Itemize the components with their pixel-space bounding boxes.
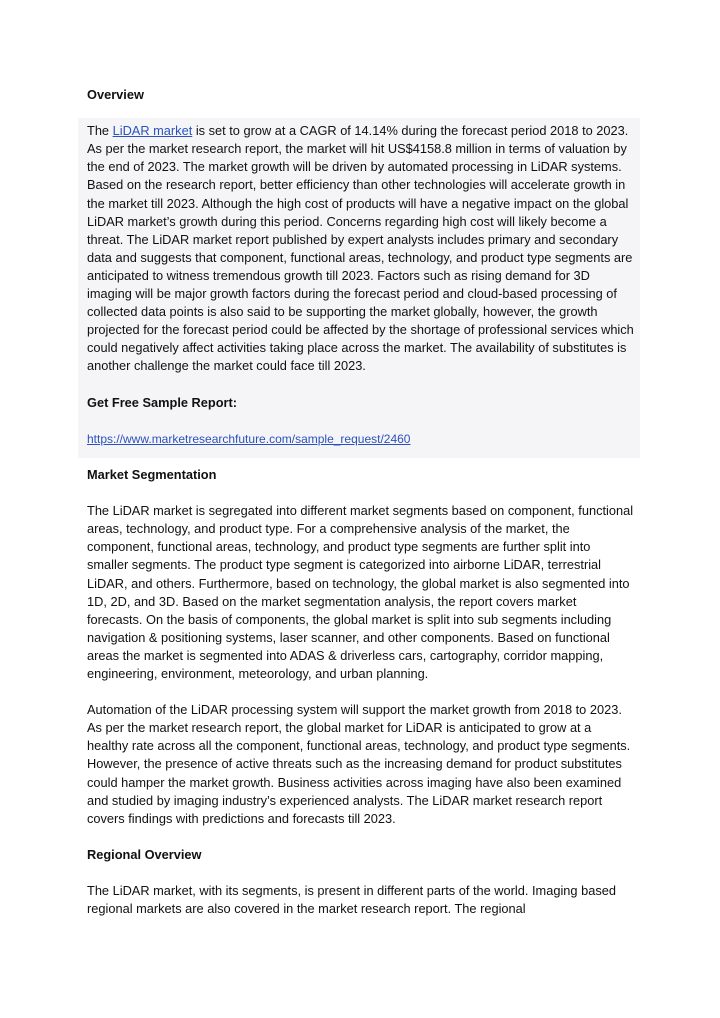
sample-report-heading: Get Free Sample Report:	[87, 394, 238, 410]
segmentation-heading: Market Segmentation	[87, 466, 217, 482]
overview-heading: Overview	[87, 87, 144, 102]
regional-paragraph: The LiDAR market, with its segments, is present in different parts of the world. Imaging based regional markets are also covered in the market research report. The regional	[87, 883, 616, 917]
document-body	[87, 86, 635, 918]
sample-report-link[interactable]: https://www.marketresearchfuture.com/sample_request/2460	[87, 431, 411, 446]
overview-intro-text: The	[87, 123, 113, 139]
regional-heading: Regional Overview	[87, 846, 202, 862]
overview-paragraph	[87, 122, 635, 375]
lidar-market-link[interactable]: LiDAR market	[112, 123, 193, 139]
segmentation-paragraph-1: The LiDAR market is segregated into different market segments based on component, functional areas, technology, and product type. For a comprehensive analysis of the market, the component, functional areas, technology, and product type segments are further split into smaller segments. The product type segment is categorized into airborne LiDAR, terrestrial LiDAR, and others. Furthermore, based on technology, the global market is also segmented into 1D, 2D, and 3D. Based on the market segmentation analysis, the report covers market forecasts. On the basis of components, the global market is split into sub segments including navigation & positioning systems, laser scanner, and other components. Based on functional areas the market is segmented into ADAS & driverless cars, cartography, corridor mapping, engineering, environment, meteorology, and urban planning.	[87, 503, 634, 681]
sample-report-url-line	[87, 430, 635, 448]
overview-body-text: is set to grow at a CAGR of 14.14% during the forecast period 2018 to 2023. As per the market research report, the market will hit US$4158.8 million in terms of valuation by the end of 2023. The market growth will be driven by automated processing in LiDAR systems. Based on the research report, better efficiency than other technologies will accelerate growth in the market till 2023. Although the high cost of products will have a negative impact on the global LiDAR market’s growth during this period. Concerns regarding high cost will likely become a threat. The LiDAR market report published by expert analysts includes primary and secondary data and suggests that component, functional areas, technology, and product type segments are anticipated to witness tremendous growth till 2023. Factors such as rising demand for 3D imaging will be major growth factors during the forecast period and cloud-based processing of collected data points is also said to be supporting the market globally, however, the growth projected for the forecast period could be affected by the shortage of professional services which could negatively affect activities taking place across the market. The availability of substitutes is another challenge the market could face till 2023.	[87, 123, 634, 374]
segmentation-paragraph-2: Automation of the LiDAR processing system will support the market growth from 2018 to 2023. As per the market research report, the global market for LiDAR is anticipated to grow at a healthy rate across all the component, functional areas, technology, and product type segments. However, the presence of active threats such as the increasing demand for product substitutes could hamper the market growth. Business activities across imaging have also been examined and studied by imaging industry’s experienced analysts. The LiDAR market research report covers findings with predictions and forecasts till 2023.	[87, 702, 631, 826]
